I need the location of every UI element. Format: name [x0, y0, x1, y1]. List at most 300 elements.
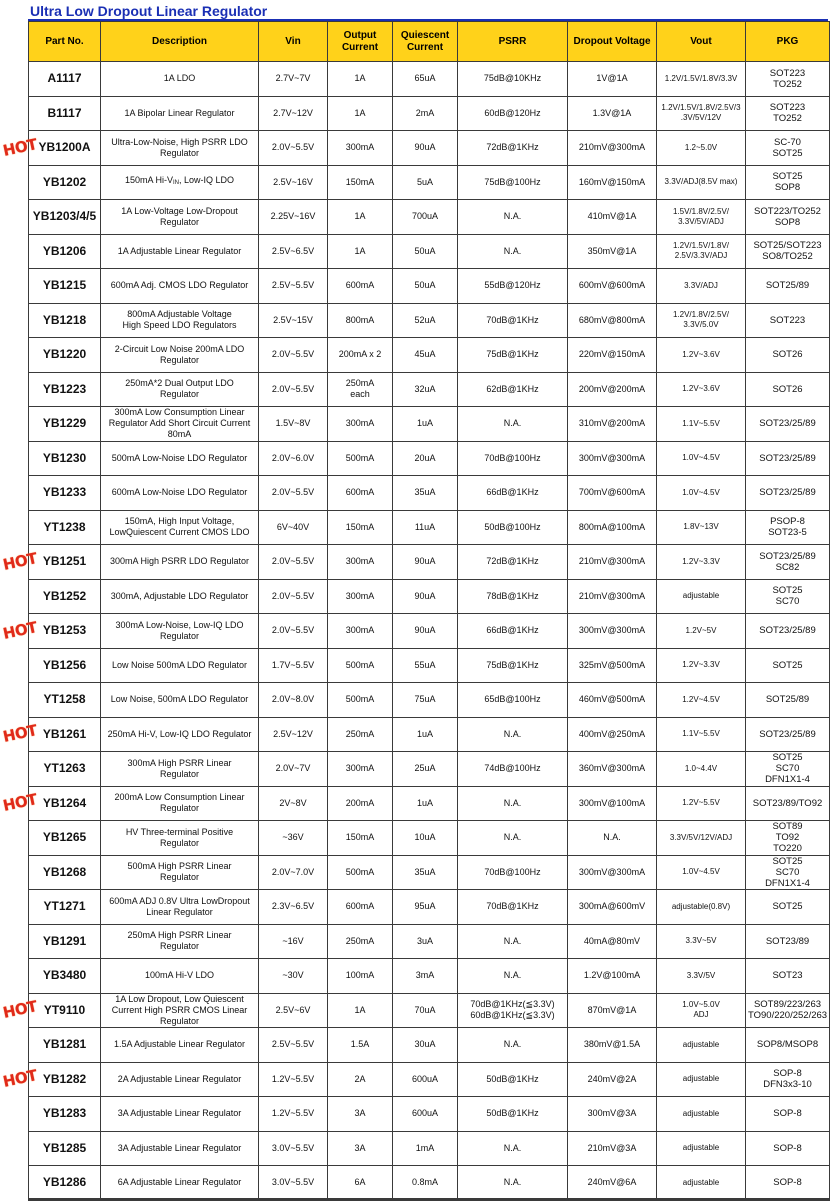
dropout-voltage-cell: 200mV@200mA [568, 372, 657, 407]
psrr-cell: 50dB@1KHz [458, 1062, 568, 1097]
table-row [29, 717, 830, 752]
description-cell: 250mA*2 Dual Output LDO Regulator [101, 372, 259, 407]
table-row [29, 131, 830, 166]
psrr-cell: 62dB@1KHz [458, 372, 568, 407]
output-current-cell: 300mA [328, 131, 393, 166]
psrr-cell: 75dB@1KHz [458, 338, 568, 373]
vout-cell: adjustable [657, 1166, 746, 1201]
quiescent-current-cell: 3uA [393, 924, 458, 959]
description-cell: 800mA Adjustable Voltage High Speed LDO Regulators [101, 303, 259, 338]
output-current-cell: 3A [328, 1097, 393, 1132]
table-row [29, 855, 830, 890]
vout-cell: 1.2V~3.3V [657, 545, 746, 580]
table-row [29, 579, 830, 614]
pkg-cell: SOT23/25/89 [746, 614, 830, 649]
description-cell: Low Noise, 500mA LDO Regulator [101, 683, 259, 718]
pkg-cell: SOT223 [746, 303, 830, 338]
psrr-cell: 70dB@100Hz [458, 441, 568, 476]
description-cell: Low Noise 500mA LDO Regulator [101, 648, 259, 683]
psrr-cell: 72dB@1KHz [458, 131, 568, 166]
description-cell: 300mA, Adjustable LDO Regulator [101, 579, 259, 614]
quiescent-current-cell: 55uA [393, 648, 458, 683]
dropout-voltage-cell: 1.3V@1A [568, 96, 657, 131]
table-row [29, 96, 830, 131]
part-no-cell: YB1200A HOT [29, 131, 101, 166]
quiescent-current-cell: 5uA [393, 165, 458, 200]
part-no-cell: YT1271 [29, 890, 101, 925]
table-row [29, 1062, 830, 1097]
description-cell: 300mA Low-Noise, Low-IQ LDO Regulator [101, 614, 259, 649]
hot-badge: HOT [1, 548, 39, 574]
psrr-cell: 75dB@1KHz [458, 648, 568, 683]
description-cell: 1A Low-Voltage Low-Dropout Regulator [101, 200, 259, 235]
table-header-row [29, 22, 830, 62]
psrr-cell: 70dB@100Hz [458, 855, 568, 890]
psrr-cell: N.A. [458, 924, 568, 959]
vin-cell: 2.0V~5.5V [259, 614, 328, 649]
output-current-cell: 600mA [328, 890, 393, 925]
vin-cell: ~36V [259, 821, 328, 856]
dropout-voltage-cell: 240mV@2A [568, 1062, 657, 1097]
pkg-cell: SOP-8 [746, 1097, 830, 1132]
part-no-cell: B1117 [29, 96, 101, 131]
header-description: Description [101, 22, 259, 62]
vin-cell: 2.0V~7V [259, 752, 328, 787]
table-row [29, 269, 830, 304]
output-current-cell: 3A [328, 1131, 393, 1166]
vout-cell: 1.2V/1.5V/1.8V/ 2.5V/3.3V/ADJ [657, 234, 746, 269]
pkg-cell: SC-70 SOT25 [746, 131, 830, 166]
description-cell: 250mA Hi-V, Low-IQ LDO Regulator [101, 717, 259, 752]
description-cell: 600mA ADJ 0.8V Ultra LowDropout Linear Regulator [101, 890, 259, 925]
psrr-cell: N.A. [458, 407, 568, 442]
quiescent-current-cell: 1uA [393, 407, 458, 442]
description-cell: 200mA Low Consumption Linear Regulator [101, 786, 259, 821]
psrr-cell: 66dB@1KHz [458, 614, 568, 649]
quiescent-current-cell: 20uA [393, 441, 458, 476]
subscript-in: IN [173, 180, 179, 187]
quiescent-current-cell: 52uA [393, 303, 458, 338]
header-quiescent-current: Quiescent Current [393, 22, 458, 62]
vin-cell: 2V~8V [259, 786, 328, 821]
part-no-cell: YB1233 [29, 476, 101, 511]
quiescent-current-cell: 45uA [393, 338, 458, 373]
output-current-cell: 100mA [328, 959, 393, 994]
dropout-voltage-cell: 300mV@300mA [568, 441, 657, 476]
dropout-voltage-cell: 300mA@600mV [568, 890, 657, 925]
table-row [29, 959, 830, 994]
table-row [29, 303, 830, 338]
table-row [29, 407, 830, 442]
table-body [1, 62, 830, 1201]
dropout-voltage-cell: N.A. [568, 821, 657, 856]
psrr-cell: 72dB@1KHz [458, 545, 568, 580]
part-no-cell: YT1258 [29, 683, 101, 718]
vout-cell: 3.3V/5V [657, 959, 746, 994]
description-cell: 300mA High PSRR LDO Regulator [101, 545, 259, 580]
quiescent-current-cell: 0.8mA [393, 1166, 458, 1201]
table-row [29, 1131, 830, 1166]
ldo-table [1, 21, 830, 1201]
dropout-voltage-cell: 325mV@500mA [568, 648, 657, 683]
dropout-voltage-cell: 210mV@300mA [568, 579, 657, 614]
pkg-cell: SOT23/25/89 [746, 441, 830, 476]
description-cell: 3A Adjustable Linear Regulator [101, 1131, 259, 1166]
hot-badge: HOT [1, 721, 39, 747]
psrr-cell: N.A. [458, 786, 568, 821]
header-psrr: PSRR [458, 22, 568, 62]
vout-cell: 3.3V/ADJ [657, 269, 746, 304]
vin-cell: ~16V [259, 924, 328, 959]
vin-cell: 2.3V~6.5V [259, 890, 328, 925]
quiescent-current-cell: 25uA [393, 752, 458, 787]
table-row [29, 821, 830, 856]
vout-cell: adjustable [657, 579, 746, 614]
pkg-cell: SOP8/MSOP8 [746, 1028, 830, 1063]
table-row [29, 338, 830, 373]
vin-cell: 1.2V~5.5V [259, 1062, 328, 1097]
dropout-voltage-cell: 460mV@500mA [568, 683, 657, 718]
dropout-voltage-cell: 310mV@200mA [568, 407, 657, 442]
table-bottom-rule [28, 1198, 829, 1200]
part-no-cell: YB1206 [29, 234, 101, 269]
pkg-cell: SOT89/223/263 TO90/220/252/263 [746, 993, 830, 1028]
table-row [29, 545, 830, 580]
psrr-cell: 50dB@1KHz [458, 1097, 568, 1132]
part-no-cell: YB1291 [29, 924, 101, 959]
vout-cell: 1.8V~13V [657, 510, 746, 545]
psrr-cell: N.A. [458, 821, 568, 856]
part-no-cell: YB1215 [29, 269, 101, 304]
vin-cell: 2.7V~7V [259, 62, 328, 97]
part-no-cell: YB1218 [29, 303, 101, 338]
dropout-voltage-cell: 210mV@300mA [568, 545, 657, 580]
vin-cell: 6V~40V [259, 510, 328, 545]
dropout-voltage-cell: 1.2V@100mA [568, 959, 657, 994]
vin-cell: 2.5V~15V [259, 303, 328, 338]
quiescent-current-cell: 11uA [393, 510, 458, 545]
part-no-cell: YB1220 [29, 338, 101, 373]
quiescent-current-cell: 30uA [393, 1028, 458, 1063]
pkg-cell: SOT23/25/89 [746, 476, 830, 511]
dropout-voltage-cell: 220mV@150mA [568, 338, 657, 373]
description-cell: 300mA High PSRR Linear Regulator [101, 752, 259, 787]
table-row [29, 890, 830, 925]
vout-cell: 1.2V/1.5V/1.8V/2.5V/3 .3V/5V/12V [657, 96, 746, 131]
vout-cell: 1.2V~3.6V [657, 338, 746, 373]
vin-cell: 1.5V~8V [259, 407, 328, 442]
description-cell: 600mA Adj. CMOS LDO Regulator [101, 269, 259, 304]
vin-cell: 2.7V~12V [259, 96, 328, 131]
dropout-voltage-cell: 210mV@300mA [568, 131, 657, 166]
dropout-voltage-cell: 680mV@800mA [568, 303, 657, 338]
vout-cell: adjustable [657, 1131, 746, 1166]
output-current-cell: 600mA [328, 269, 393, 304]
table-row [29, 372, 830, 407]
part-no-cell: YB1229 [29, 407, 101, 442]
table-row [29, 510, 830, 545]
pkg-cell: SOT25 [746, 648, 830, 683]
vout-cell: 1.0~4.4V [657, 752, 746, 787]
hot-badge: HOT [1, 1066, 39, 1092]
table-row [29, 1166, 830, 1201]
part-no-cell: YB1202 [29, 165, 101, 200]
pkg-cell: SOT23 [746, 959, 830, 994]
hot-badge: HOT [1, 134, 39, 160]
part-no-cell: YB1285 [29, 1131, 101, 1166]
part-no-cell: YB1281 [29, 1028, 101, 1063]
pkg-cell: SOT26 [746, 372, 830, 407]
dropout-voltage-cell: 210mV@3A [568, 1131, 657, 1166]
vin-cell: 2.0V~5.5V [259, 372, 328, 407]
quiescent-current-cell: 50uA [393, 269, 458, 304]
pkg-cell: SOP-8 [746, 1166, 830, 1201]
pkg-cell: SOT23/25/89 SC82 [746, 545, 830, 580]
output-current-cell: 600mA [328, 476, 393, 511]
part-no-cell: YB1264 HOT [29, 786, 101, 821]
vin-cell: 2.0V~5.5V [259, 131, 328, 166]
quiescent-current-cell: 1uA [393, 717, 458, 752]
description-cell: 1.5A Adjustable Linear Regulator [101, 1028, 259, 1063]
hot-badge: HOT [1, 790, 39, 816]
dropout-voltage-cell: 350mV@1A [568, 234, 657, 269]
part-no-cell: YB1256 [29, 648, 101, 683]
vin-cell: 2.0V~5.5V [259, 579, 328, 614]
vout-cell: 1.0V~4.5V [657, 441, 746, 476]
table-row [29, 200, 830, 235]
pkg-cell: SOT23/25/89 [746, 407, 830, 442]
description-cell: 1A LDO [101, 62, 259, 97]
vin-cell: 2.0V~5.5V [259, 476, 328, 511]
table-row [29, 752, 830, 787]
psrr-cell: 74dB@100Hz [458, 752, 568, 787]
output-current-cell: 1A [328, 62, 393, 97]
quiescent-current-cell: 2mA [393, 96, 458, 131]
dropout-voltage-cell: 800mA@100mA [568, 510, 657, 545]
vout-cell: 1.2V/1.8V/2.5V/ 3.3V/5.0V [657, 303, 746, 338]
pkg-cell: PSOP-8 SOT23-5 [746, 510, 830, 545]
pkg-cell: SOT25 SOP8 [746, 165, 830, 200]
vin-cell: 1.7V~5.5V [259, 648, 328, 683]
pkg-cell: SOP-8 DFN3x3-10 [746, 1062, 830, 1097]
output-current-cell: 150mA [328, 821, 393, 856]
part-no-cell: YB1251 HOT [29, 545, 101, 580]
table-row [29, 234, 830, 269]
quiescent-current-cell: 3mA [393, 959, 458, 994]
psrr-cell: N.A. [458, 200, 568, 235]
description-cell: 3A Adjustable Linear Regulator [101, 1097, 259, 1132]
pkg-cell: SOT25/SOT223 SO8/TO252 [746, 234, 830, 269]
table-row [29, 786, 830, 821]
description-cell: 2A Adjustable Linear Regulator [101, 1062, 259, 1097]
output-current-cell: 300mA [328, 752, 393, 787]
vout-cell: 1.0V~4.5V [657, 476, 746, 511]
quiescent-current-cell: 65uA [393, 62, 458, 97]
output-current-cell: 800mA [328, 303, 393, 338]
output-current-cell: 1A [328, 200, 393, 235]
description-cell: 500mA Low-Noise LDO Regulator [101, 441, 259, 476]
table-row [29, 62, 830, 97]
vin-cell: 2.0V~5.5V [259, 545, 328, 580]
table-row [29, 165, 830, 200]
vin-cell: 2.5V~12V [259, 717, 328, 752]
description-cell: 1A Low Dropout, Low Quiescent Current High PSRR CMOS Linear Regulator [101, 993, 259, 1028]
psrr-cell: N.A. [458, 959, 568, 994]
vout-cell: 3.3V/ADJ(8.5V max) [657, 165, 746, 200]
vout-cell: 1.2V~5V [657, 614, 746, 649]
output-current-cell: 300mA [328, 614, 393, 649]
pkg-cell: SOT25/89 [746, 683, 830, 718]
description-cell: 1A Adjustable Linear Regulator [101, 234, 259, 269]
output-current-cell: 150mA [328, 510, 393, 545]
psrr-cell: 50dB@100Hz [458, 510, 568, 545]
part-no-cell: YB1268 [29, 855, 101, 890]
part-no-cell: YB1282 HOT [29, 1062, 101, 1097]
vout-cell: 1.1V~5.5V [657, 717, 746, 752]
pkg-cell: SOT25 SC70 [746, 579, 830, 614]
pkg-cell: SOT223/TO252 SOP8 [746, 200, 830, 235]
dropout-voltage-cell: 40mA@80mV [568, 924, 657, 959]
pkg-cell: SOT23/89/TO92 [746, 786, 830, 821]
part-no-cell: YB1261 HOT [29, 717, 101, 752]
vout-cell: 1.2V~4.5V [657, 683, 746, 718]
output-current-cell: 500mA [328, 855, 393, 890]
part-no-cell: A1117 [29, 62, 101, 97]
vout-cell: 1.2~5.0V [657, 131, 746, 166]
vout-cell: 1.0V~5.0V ADJ [657, 993, 746, 1028]
output-current-cell: 200mA [328, 786, 393, 821]
part-no-cell: YB1252 [29, 579, 101, 614]
description-cell: HV Three-terminal Positive Regulator [101, 821, 259, 856]
vin-cell: 2.25V~16V [259, 200, 328, 235]
pkg-cell: SOT25 SC70 DFN1X1-4 [746, 855, 830, 890]
vin-cell: 2.5V~5.5V [259, 1028, 328, 1063]
vout-cell: adjustable(0.8V) [657, 890, 746, 925]
part-no-cell: YB3480 [29, 959, 101, 994]
pkg-cell: SOT223 TO252 [746, 96, 830, 131]
header-dropout-voltage: Dropout Voltage [568, 22, 657, 62]
output-current-cell: 150mA [328, 165, 393, 200]
dropout-voltage-cell: 300mV@300mA [568, 855, 657, 890]
vin-cell: 2.5V~6.5V [259, 234, 328, 269]
quiescent-current-cell: 35uA [393, 476, 458, 511]
header-vin: Vin [259, 22, 328, 62]
table-row [29, 1028, 830, 1063]
part-no-cell: YB1286 [29, 1166, 101, 1201]
quiescent-current-cell: 1mA [393, 1131, 458, 1166]
psrr-cell: 70dB@1KHz(≦3.3V) 60dB@1KHz(≦3.3V) [458, 993, 568, 1028]
vout-cell: 1.1V~5.5V [657, 407, 746, 442]
psrr-cell: 65dB@100Hz [458, 683, 568, 718]
output-current-cell: 500mA [328, 683, 393, 718]
dropout-voltage-cell: 160mV@150mA [568, 165, 657, 200]
part-no-cell: YT9110 HOT [29, 993, 101, 1028]
vout-cell: adjustable [657, 1097, 746, 1132]
output-current-cell: 6A [328, 1166, 393, 1201]
psrr-cell: 70dB@1KHz [458, 890, 568, 925]
output-current-cell: 500mA [328, 648, 393, 683]
header-output-current: Output Current [328, 22, 393, 62]
vout-cell: adjustable [657, 1062, 746, 1097]
pkg-cell: SOT23/25/89 [746, 717, 830, 752]
description-cell: 150mA Hi-VIN, Low-IQ LDO [101, 165, 259, 200]
part-no-cell: YB1283 [29, 1097, 101, 1132]
table-row [29, 1097, 830, 1132]
quiescent-current-cell: 70uA [393, 993, 458, 1028]
output-current-cell: 1A [328, 96, 393, 131]
hot-badge: HOT [1, 617, 39, 643]
dropout-voltage-cell: 300mV@300mA [568, 614, 657, 649]
part-no-cell: YT1263 [29, 752, 101, 787]
pkg-cell: SOP-8 [746, 1131, 830, 1166]
psrr-cell: N.A. [458, 1166, 568, 1201]
psrr-cell: 55dB@120Hz [458, 269, 568, 304]
header-pkg: PKG [746, 22, 830, 62]
vout-cell: 3.3V~5V [657, 924, 746, 959]
vin-cell: 1.2V~5.5V [259, 1097, 328, 1132]
vout-cell: 1.2V~3.6V [657, 372, 746, 407]
pkg-cell: SOT223 TO252 [746, 62, 830, 97]
part-no-cell: YB1253 HOT [29, 614, 101, 649]
part-no-cell: YB1265 [29, 821, 101, 856]
dropout-voltage-cell: 870mV@1A [568, 993, 657, 1028]
output-current-cell: 300mA [328, 407, 393, 442]
quiescent-current-cell: 10uA [393, 821, 458, 856]
vout-cell: 3.3V/5V/12V/ADJ [657, 821, 746, 856]
dropout-voltage-cell: 300mV@100mA [568, 786, 657, 821]
quiescent-current-cell: 600uA [393, 1097, 458, 1132]
description-cell: 250mA High PSRR Linear Regulator [101, 924, 259, 959]
pkg-cell: SOT23/89 [746, 924, 830, 959]
psrr-cell: 75dB@10KHz [458, 62, 568, 97]
vin-cell: 2.0V~8.0V [259, 683, 328, 718]
psrr-cell: 66dB@1KHz [458, 476, 568, 511]
vin-cell: 2.0V~6.0V [259, 441, 328, 476]
vout-cell: adjustable [657, 1028, 746, 1063]
part-no-cell: YB1223 [29, 372, 101, 407]
dropout-voltage-cell: 700mV@600mA [568, 476, 657, 511]
vout-cell: 1.0V~4.5V [657, 855, 746, 890]
table-row [29, 648, 830, 683]
description-cell: Ultra-Low-Noise, High PSRR LDO Regulator [101, 131, 259, 166]
vin-cell: 2.0V~5.5V [259, 338, 328, 373]
quiescent-current-cell: 35uA [393, 855, 458, 890]
quiescent-current-cell: 32uA [393, 372, 458, 407]
output-current-cell: 1A [328, 234, 393, 269]
dropout-voltage-cell: 380mV@1.5A [568, 1028, 657, 1063]
psrr-cell: 75dB@100Hz [458, 165, 568, 200]
pkg-cell: SOT26 [746, 338, 830, 373]
output-current-cell: 300mA [328, 579, 393, 614]
psrr-cell: N.A. [458, 1028, 568, 1063]
psrr-cell: 60dB@120Hz [458, 96, 568, 131]
part-no-cell: YB1230 [29, 441, 101, 476]
part-no-cell: YB1203/4/5 [29, 200, 101, 235]
vin-cell: 2.5V~6V [259, 993, 328, 1028]
vout-cell: 1.2V~3.3V [657, 648, 746, 683]
quiescent-current-cell: 90uA [393, 579, 458, 614]
vout-cell: 1.5V/1.8V/2.5V/ 3.3V/5V/ADJ [657, 200, 746, 235]
quiescent-current-cell: 600uA [393, 1062, 458, 1097]
document-title: Ultra Low Dropout Linear Regulator [30, 3, 268, 19]
table-row [29, 476, 830, 511]
table-row [29, 993, 830, 1028]
description-cell: 150mA, High Input Voltage, LowQuiescent Current CMOS LDO [101, 510, 259, 545]
quiescent-current-cell: 700uA [393, 200, 458, 235]
output-current-cell: 200mA x 2 [328, 338, 393, 373]
psrr-cell: N.A. [458, 234, 568, 269]
output-current-cell: 250mA [328, 924, 393, 959]
